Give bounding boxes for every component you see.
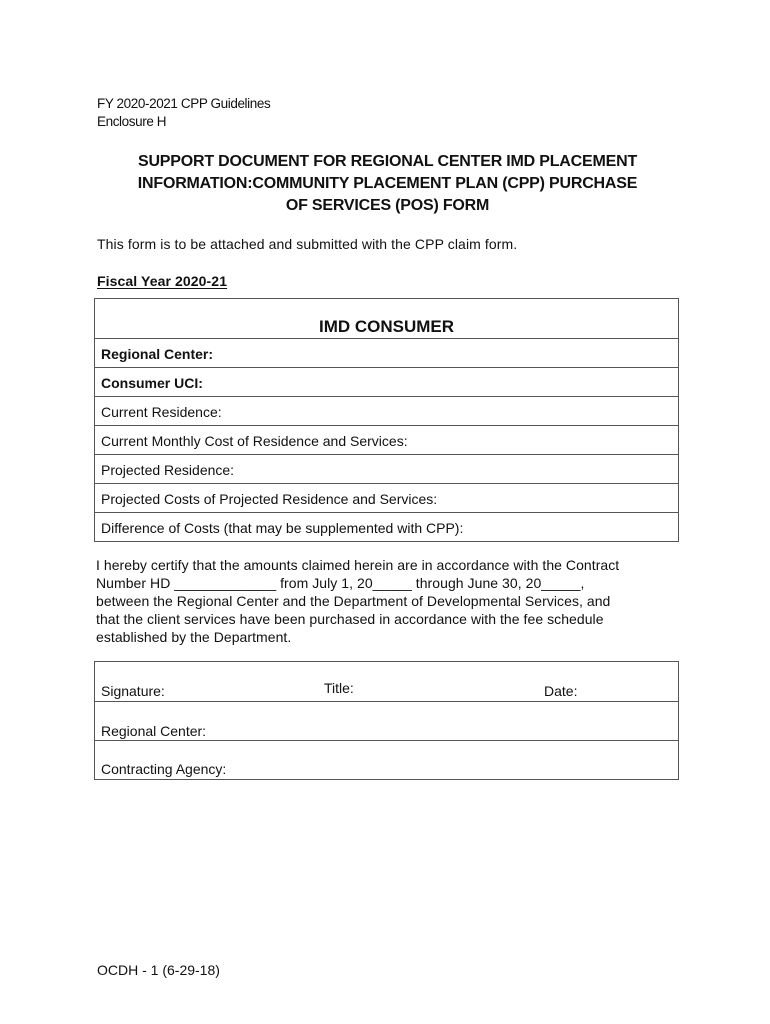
imd-consumer-heading: IMD CONSUMER: [95, 299, 679, 339]
contracting-agency-row[interactable]: [95, 741, 679, 780]
projected-costs-field[interactable]: Projected Costs of Projected Residence and Services:: [95, 484, 679, 513]
current-residence-field[interactable]: Current Residence:: [95, 397, 679, 426]
title-line-2: INFORMATION:COMMUNITY PLACEMENT PLAN (CPP) PURCHASE: [137, 175, 638, 192]
certification-line: established by the Department.: [96, 629, 292, 645]
certification-line: Number HD _____________ from July 1, 20_____ through June 30, 20_____,: [96, 575, 585, 591]
consumer-uci-field[interactable]: Consumer UCI:: [95, 368, 679, 397]
projected-residence-field[interactable]: Projected Residence:: [95, 455, 679, 484]
imd-consumer-table: [94, 298, 679, 542]
header-enclosure: Enclosure H: [97, 114, 167, 129]
document-header: [97, 95, 270, 131]
signature-label: Signature:: [101, 683, 165, 699]
certification-line: between the Regional Center and the Department of Developmental Services, and: [96, 593, 611, 609]
title-line-3: OF SERVICES (POS) FORM: [285, 197, 490, 214]
title-label: Title:: [324, 680, 354, 696]
form-footer-code: OCDH - 1 (6-29-18): [97, 962, 220, 978]
signature-row[interactable]: [95, 662, 679, 702]
certification-statement: [96, 556, 676, 646]
contracting-agency-label: Contracting Agency:: [101, 761, 227, 777]
date-label: Date:: [544, 683, 578, 699]
instruction-text: This form is to be attached and submitted with the CPP claim form.: [97, 236, 518, 252]
fiscal-year-heading: Fiscal Year 2020-21: [97, 273, 228, 289]
regional-center-label: Regional Center:: [101, 723, 207, 739]
header-guidelines: FY 2020-2021 CPP Guidelines: [97, 96, 271, 111]
title-line-1: SUPPORT DOCUMENT FOR REGIONAL CENTER IMD PLACEMENT: [137, 153, 638, 170]
regional-center-field[interactable]: Regional Center:: [95, 339, 679, 368]
signature-table: [94, 661, 679, 780]
document-title: [95, 151, 680, 217]
certification-line: that the client services have been purchased in accordance with the fee schedule: [96, 611, 604, 627]
regional-center-signature-row[interactable]: [95, 702, 679, 741]
current-monthly-cost-field[interactable]: Current Monthly Cost of Residence and Services:: [95, 426, 679, 455]
certification-line: I hereby certify that the amounts claimed herein are in accordance with the Contract: [96, 557, 620, 573]
difference-of-costs-field[interactable]: Difference of Costs (that may be supplemented with CPP):: [95, 513, 679, 542]
